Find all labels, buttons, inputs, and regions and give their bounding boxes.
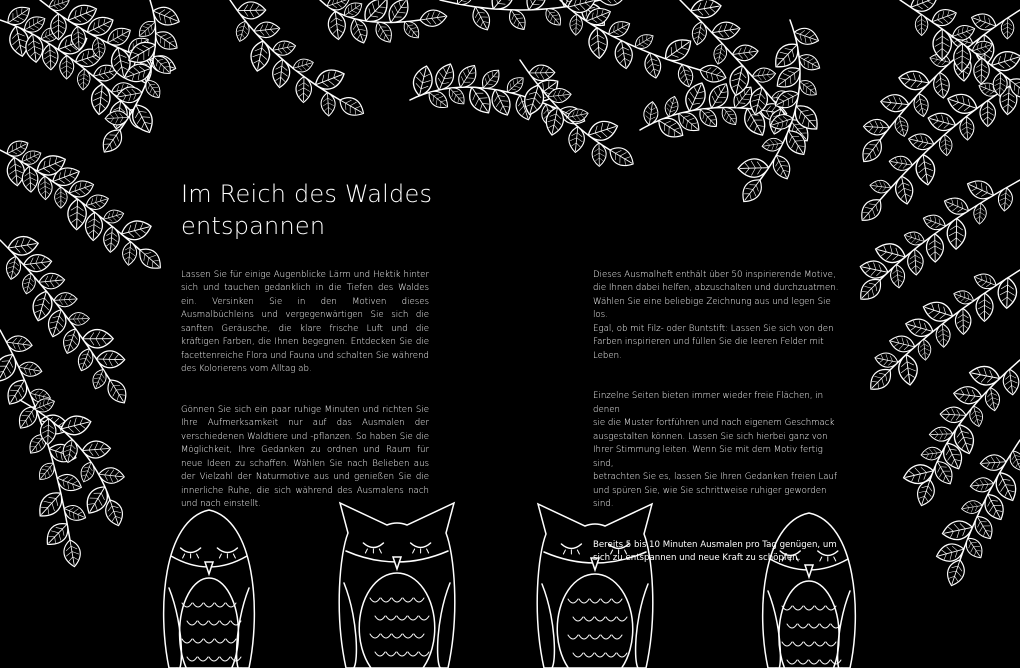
leaf xyxy=(953,385,983,405)
leaf xyxy=(98,125,127,156)
leaf xyxy=(914,153,937,186)
leaf xyxy=(751,67,776,84)
leaf xyxy=(642,101,659,126)
leaf xyxy=(944,557,968,588)
leaf xyxy=(90,83,112,115)
left-paragraph-1: Lassen Sie für einige Augenblicke Lärm und Hektik hinter sich und tauchen gedanklich in die Tiefen des Waldes ein. Versinken Sie in den Motiven dieses Ausmalbüchleins und vergegenwärtigen Sie sich die sanften Geräusche, die klare frische Luft und die kräftigen Farben, die Ihnen begegnen. Entdecken Sie die facettenreiche Flora und Fauna und schalten Sie während des Kolorierens vom Alltag ab. xyxy=(181,269,429,374)
leaf xyxy=(984,386,1002,412)
leaf xyxy=(893,114,911,138)
owl-figure xyxy=(339,503,455,668)
leaf xyxy=(903,316,935,340)
right-paragraph-2: Einzelne Seiten bieten immer wieder freie Flächen, in denen sie die Muster fortführen und nach eigenem Geschmack ausgestalten können. Lassen Sie sich hierbei ganz von Ihrer Stimmung leiten. Wenn Sie mit dem Motiv fertig sind, betrachten Sie es, lassen Sie Ihren Gedanken freien Lauf und spüren Sie, wie Sie schrittweise ruhiger geworden sind. xyxy=(593,391,838,509)
leaf xyxy=(271,39,297,57)
leaf xyxy=(84,192,111,212)
leaf xyxy=(336,93,367,120)
page-title xyxy=(181,178,432,242)
leaf xyxy=(888,154,913,172)
leaf xyxy=(33,487,67,522)
leaf xyxy=(929,6,959,29)
leaf xyxy=(54,471,84,495)
leaf xyxy=(102,207,126,225)
leaf xyxy=(889,264,906,289)
leaf xyxy=(893,175,915,206)
leaf xyxy=(419,8,448,28)
leaf xyxy=(769,152,794,182)
leaf xyxy=(857,135,886,166)
leaf xyxy=(908,0,940,15)
leaf xyxy=(23,253,53,273)
leaf xyxy=(731,43,759,62)
leaf xyxy=(606,17,633,40)
leaf xyxy=(503,73,527,96)
leaf xyxy=(921,212,948,233)
leaf xyxy=(7,234,40,257)
leaf xyxy=(897,69,930,92)
leaf xyxy=(632,31,656,53)
leaf xyxy=(660,34,696,67)
leaf xyxy=(6,334,34,353)
leaf xyxy=(469,3,495,33)
leaf xyxy=(888,333,917,354)
leaf xyxy=(952,288,976,307)
leaf xyxy=(59,413,93,438)
leaf xyxy=(869,179,891,194)
leaf xyxy=(737,175,766,206)
leaf xyxy=(690,20,708,46)
leaf xyxy=(78,460,97,484)
leaf xyxy=(291,56,315,74)
leaf xyxy=(20,272,37,295)
leaf xyxy=(962,534,987,561)
leaf xyxy=(912,92,931,118)
leaf xyxy=(135,244,166,274)
leaf xyxy=(689,0,722,20)
leaf xyxy=(613,39,634,70)
leaf xyxy=(859,258,890,280)
owl-body xyxy=(164,510,255,668)
leaf xyxy=(761,137,784,153)
title-line-1: Im Reich des Waldes xyxy=(181,180,433,208)
owl-figure xyxy=(164,510,255,668)
leaf xyxy=(598,0,628,8)
leaf xyxy=(926,110,958,134)
leaf xyxy=(18,360,44,378)
leaf xyxy=(1002,368,1020,396)
leaf xyxy=(874,351,900,369)
leaf xyxy=(907,131,936,152)
leaf xyxy=(897,353,919,386)
leaf xyxy=(75,346,96,373)
leaf xyxy=(62,539,82,568)
leaf xyxy=(964,176,997,203)
leaf xyxy=(271,59,291,89)
leaf xyxy=(1007,448,1020,472)
left-paragraph-2: Gönnen Sie sich ein paar ruhige Minuten und richten Sie Ihre Aufmerksamkeit nur auf das Ausmalen der verschiedenen Waldtiere und -pflanzen. So haben Sie die Möglichkeit, Ihre Gedanken zu ordnen und Raum für neue Ideen zu schaffen. Wählen Sie nach Belieben aus der Vielzahl der Naturmotive aus und genießen Sie die innerliche Ruhe, die sich während des Ausmalens nach und nach einstellt. xyxy=(181,404,429,509)
leaf xyxy=(119,217,153,243)
leaf xyxy=(0,350,21,386)
leaf xyxy=(698,62,729,85)
leaf xyxy=(711,20,741,41)
leaf xyxy=(4,255,23,281)
leaf xyxy=(932,71,951,99)
leaf xyxy=(35,459,58,483)
title-line-2: entspannen xyxy=(181,212,326,240)
right-paragraph-1: Dieses Ausmalheft enthält über 50 inspirierende Motive, die Ihnen dabei helfen, abzuschalten und durchzuatmen. Wählen Sie eine beliebige Zeichnung aus und legen Sie los. Egal, ob mit Filz- oder Buntstift: Lassen Sie sich von den Farben inspirieren und füllen Sie die leeren Felder mit Leben. xyxy=(593,269,839,361)
leaf xyxy=(642,51,663,80)
leaf xyxy=(103,376,131,407)
leaf xyxy=(586,117,621,144)
leaf xyxy=(61,502,88,524)
leaf xyxy=(945,90,980,117)
leaf xyxy=(312,65,347,93)
leaf xyxy=(968,364,1002,388)
leaf xyxy=(47,0,71,13)
leaf xyxy=(942,194,972,218)
leaf xyxy=(663,95,681,119)
leaf xyxy=(961,499,984,515)
leaf xyxy=(90,367,110,391)
left-text-column xyxy=(181,255,429,525)
leaf xyxy=(902,229,926,247)
leaf xyxy=(606,143,637,171)
leaf xyxy=(972,270,999,292)
leaf xyxy=(234,19,252,43)
leaf xyxy=(880,93,910,113)
leaf xyxy=(712,42,729,65)
leaf xyxy=(248,39,272,73)
right-paragraph-3: Bereits 5 bis 10 Minuten Ausmalen pro Tag genügen, um sich zu entspannen und neue Kraft zu schöpfen. xyxy=(593,539,837,563)
right-text-column xyxy=(593,255,841,579)
leaf xyxy=(970,477,995,494)
leaf xyxy=(968,405,986,429)
leaf xyxy=(676,62,696,88)
leaf xyxy=(253,21,280,39)
leaf xyxy=(60,326,83,355)
